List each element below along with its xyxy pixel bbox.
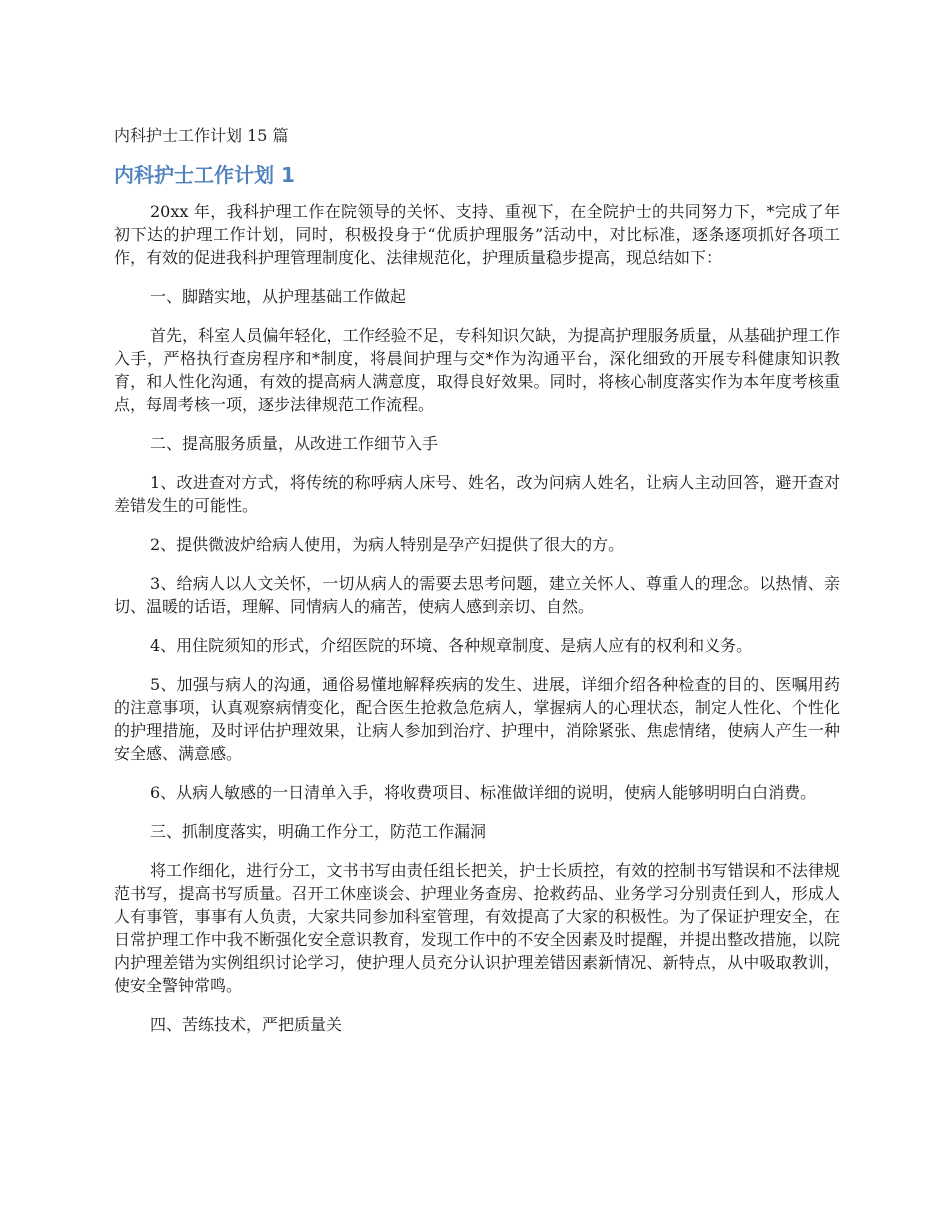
paragraph-item-1: 1、改进查对方式，将传统的称呼病人床号、姓名，改为问病人姓名，让病人主动回答，避开查对差错发生的可能性。 (114, 473, 840, 515)
paragraph-body-3: 将工作细化，进行分工，文书书写由责任组长把关，护士长质控，有效的控制书写错误和不法律规范书写，提高书写质量。召开工休座谈会、护理业务查房、抢救药品、业务学习分别责任到人，形成人人有事管，事事有人负责，大家共同参加科室管理，有效提高了大家的积极性。为了保证护理安全，在日常护理工作中我不断强化安全意识教育，发现工作中的不安全因素及时提醒，并提出整改措施，以院内护理差错为实例组织讨论学习，使护理人员充分认识护理差错因素新情况、新特点，从中吸取教训，使安全警钟常鸣。 (114, 861, 840, 995)
paragraph-item-4: 4、用住院须知的形式，介绍医院的环境、各种规章制度、是病人应有的权利和义务。 (150, 636, 753, 655)
paragraph-heading-1: 一、脚踏实地，从护理基础工作做起 (150, 287, 407, 306)
document-page (114, 124, 840, 1052)
paragraph-heading-3: 三、抓制度落实，明确工作分工，防范工作漏洞 (150, 822, 487, 841)
paragraph-heading-2: 二、提高服务质量，从改进工作细节入手 (150, 434, 439, 453)
paragraph-item-6: 6、从病人敏感的一日清单入手，将收费项目、标准做详细的说明，使病人能够明明白白消费。 (150, 783, 817, 802)
paragraph-item-2: 2、提供微波炉给病人使用，为病人特别是孕产妇提供了很大的方。 (150, 535, 625, 554)
paragraph-item-5: 5、加强与病人的沟通，通俗易懂地解释疾病的发生、进展，详细介绍各种检查的目的、医嘱用药的注意事项，认真观察病情变化，配合医生抢救急危病人，掌握病人的心理状态，制定人性化、个性化的护理措施，及时评估护理效果，让病人参加到治疗、护理中，消除紧张、焦虑情绪，使病人产生一种安全感、满意感。 (114, 675, 840, 763)
section-heading: 内科护士工作计划 1 (114, 163, 295, 187)
paragraph-intro: 20xx 年，我科护理工作在院领导的关怀、支持、重视下，在全院护士的共同努力下，*完成了年初下达的护理工作计划，同时，积极投身于“优质护理服务”活动中，对比标准，逐条逐项抓好各项工作，有效的促进我科护理管理制度化、法律规范化，护理质量稳步提高，现总结如下： (114, 202, 840, 267)
paragraph-body-1: 首先，科室人员偏年轻化，工作经验不足，专科知识欠缺，为提高护理服务质量，从基础护理工作入手，严格执行查房程序和*制度，将晨间护理与交*作为沟通平台，深化细致的开展专科健康知识教育，和人性化沟通，有效的提高病人满意度，取得良好效果。同时，将核心制度落实作为本年度考核重点，每周考核一项，逐步法律规范工作流程。 (114, 326, 840, 414)
paragraph-item-3: 3、给病人以人文关怀，一切从病人的需要去思考问题，建立关怀人、尊重人的理念。以热情、亲切、温暖的话语，理解、同情病人的痛苦，使病人感到亲切、自然。 (114, 574, 840, 616)
paragraph-heading-4: 四、苦练技术，严把质量关 (150, 1015, 343, 1034)
document-title: 内科护士工作计划 15 篇 (114, 126, 289, 145)
